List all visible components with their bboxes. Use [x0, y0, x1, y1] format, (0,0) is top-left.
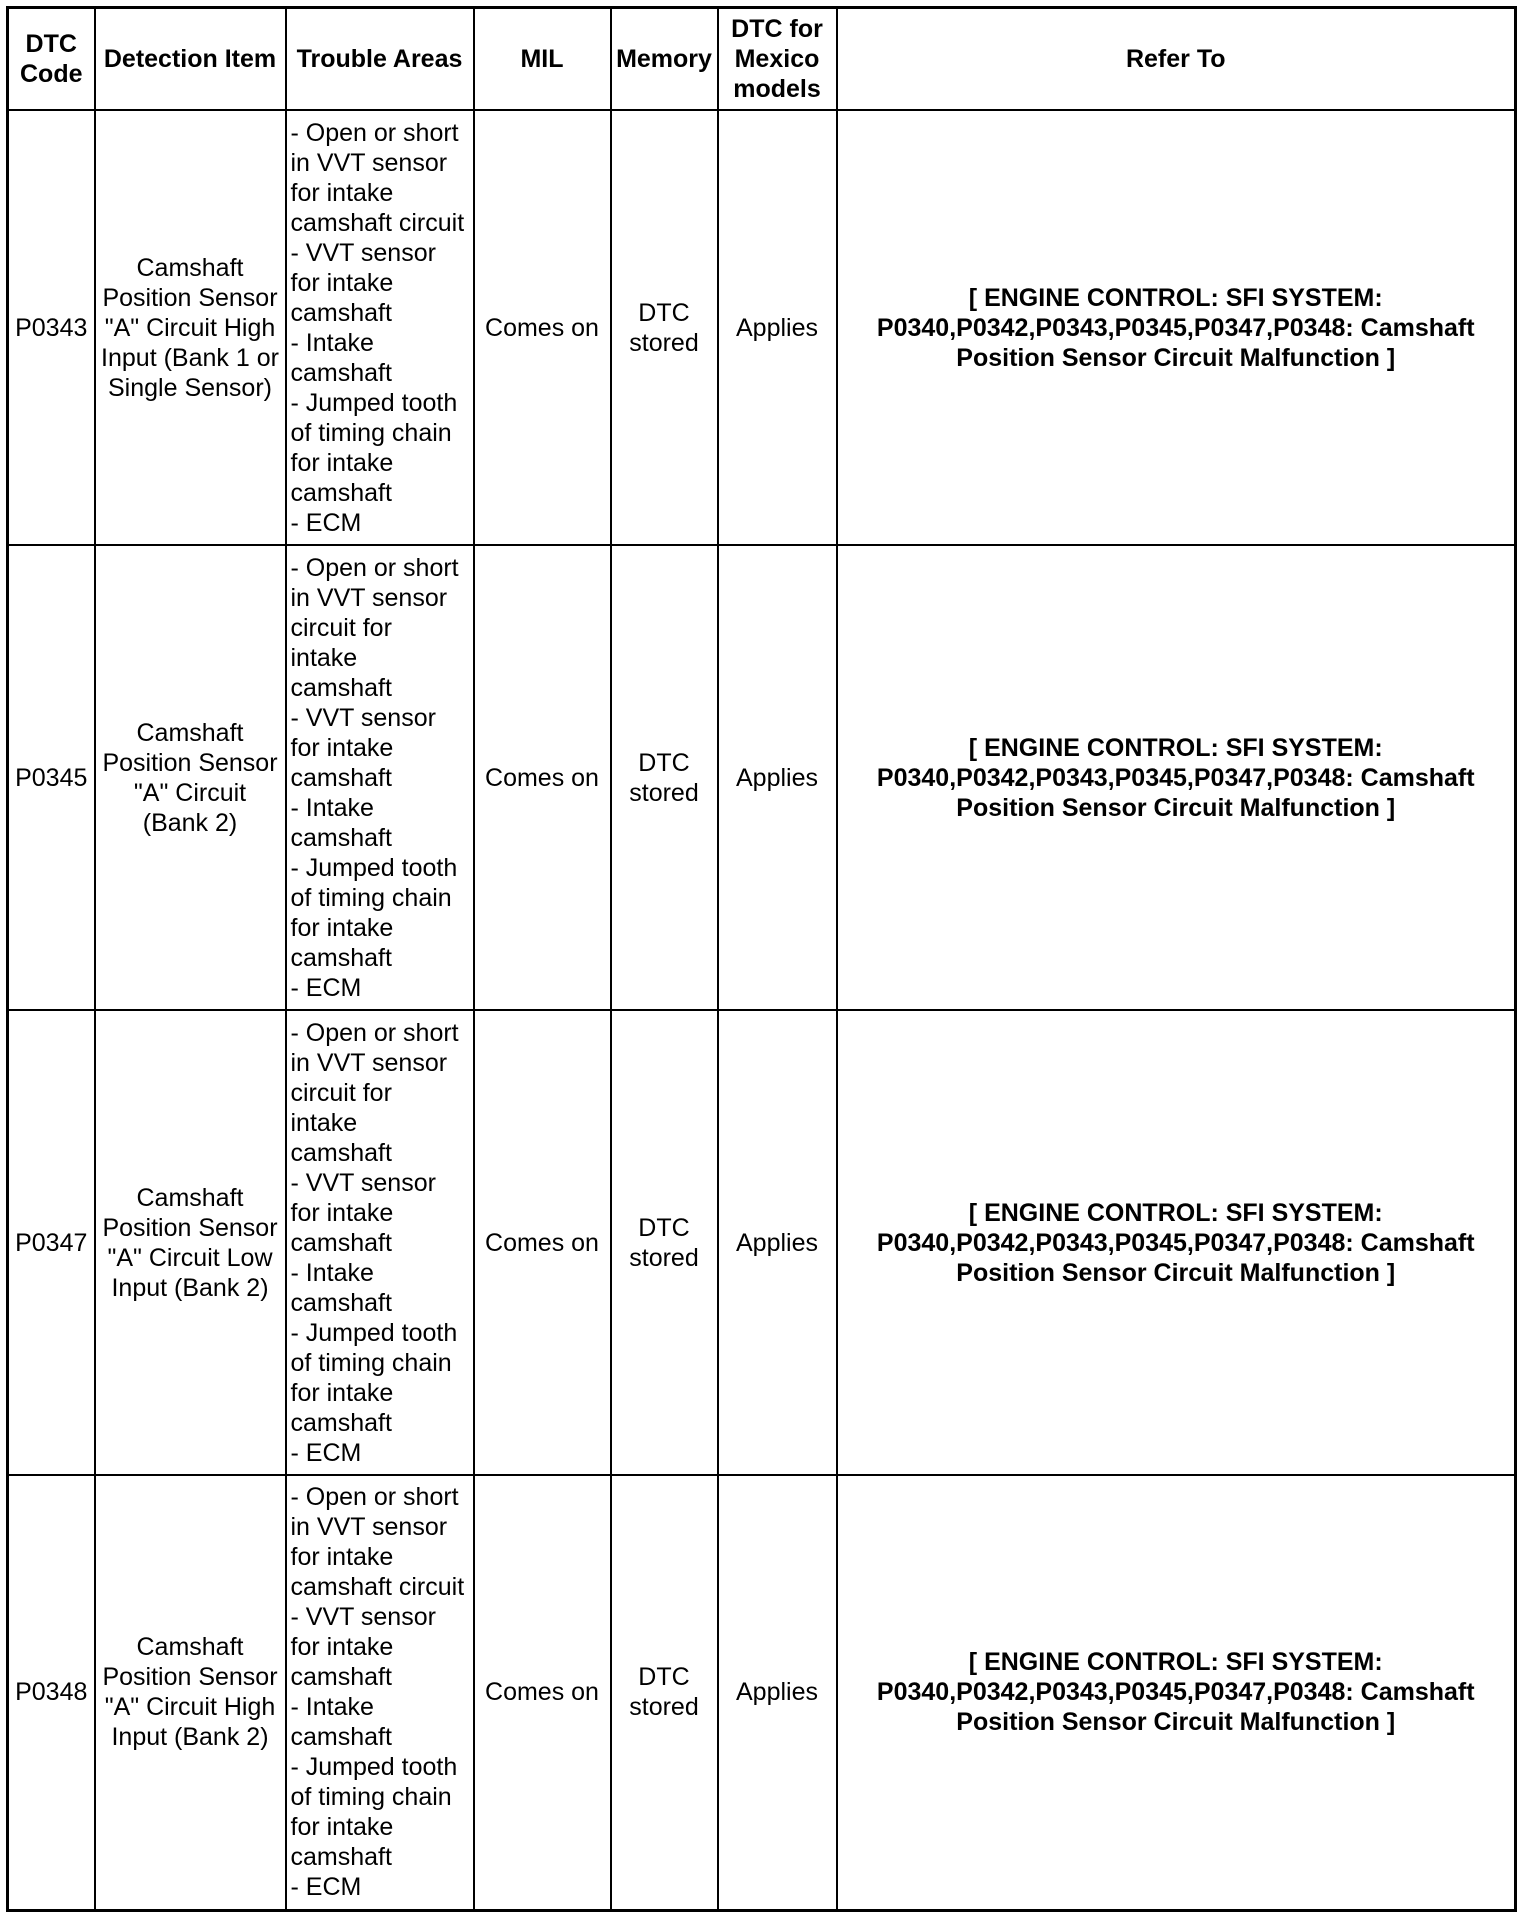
mexico-cell: Applies — [718, 1010, 837, 1475]
trouble-area-line: camshaft — [290, 358, 392, 387]
trouble-area-line: - Jumped tooth — [290, 1318, 458, 1347]
trouble-area-line: for intake — [290, 448, 394, 477]
refer-to-cell: [ ENGINE CONTROL: SFI SYSTEM: P0340,P0342,P0343,P0345,P0347,P0348: Camshaft Position Sensor Circuit Malfunction ] — [837, 110, 1516, 545]
detection-item-cell: Camshaft Position Sensor "A" Circuit High Input (Bank 2) — [95, 1475, 286, 1910]
trouble-area-line: in VVT sensor — [290, 1048, 448, 1077]
refer-to-cell: [ ENGINE CONTROL: SFI SYSTEM: P0340,P0342,P0343,P0345,P0347,P0348: Camshaft Position Sensor Circuit Malfunction ] — [837, 1010, 1516, 1475]
refer-to-cell: [ ENGINE CONTROL: SFI SYSTEM: P0340,P0342,P0343,P0345,P0347,P0348: Camshaft Position Sensor Circuit Malfunction ] — [837, 1475, 1516, 1910]
trouble-area-line: - Intake — [290, 1258, 374, 1287]
trouble-area-line: - Intake — [290, 793, 374, 822]
header-dtc-mexico: DTC for Mexico models — [718, 8, 837, 111]
trouble-area-line: in VVT sensor — [290, 148, 448, 177]
trouble-area-line: - VVT sensor — [290, 1168, 436, 1197]
trouble-area-line: - ECM — [290, 1438, 362, 1467]
trouble-area-line: - Open or short — [290, 1018, 459, 1047]
mil-cell: Comes on — [474, 1475, 611, 1910]
trouble-area-line: - Jumped tooth — [290, 1753, 458, 1782]
trouble-area-line: camshaft — [290, 478, 392, 507]
trouble-areas-cell — [286, 1475, 474, 1910]
header-detection-item: Detection Item — [95, 8, 286, 111]
trouble-area-line: for intake — [290, 1543, 394, 1572]
trouble-area-line: - ECM — [290, 508, 362, 537]
header-trouble-areas: Trouble Areas — [286, 8, 474, 111]
trouble-area-line: camshaft circuit — [290, 1573, 465, 1602]
trouble-area-line: of timing chain — [290, 418, 452, 447]
dtc-table — [6, 6, 1517, 1912]
trouble-area-line: for intake — [290, 1378, 394, 1407]
trouble-area-line: camshaft — [290, 298, 392, 327]
trouble-area-line: for intake — [290, 178, 394, 207]
memory-cell: DTC stored — [611, 1475, 718, 1910]
trouble-area-line: intake — [290, 643, 358, 672]
trouble-area-line: circuit for — [290, 613, 392, 642]
trouble-area-line: camshaft — [290, 1843, 392, 1872]
trouble-area-line: camshaft — [290, 763, 392, 792]
dtc-code-cell: P0345 — [8, 545, 95, 1010]
mil-cell: Comes on — [474, 1010, 611, 1475]
mexico-cell: Applies — [718, 545, 837, 1010]
trouble-area-line: - VVT sensor — [290, 1603, 436, 1632]
trouble-area-line: circuit for — [290, 1078, 392, 1107]
trouble-area-line: for intake — [290, 1198, 394, 1227]
dtc-code-cell: P0347 — [8, 1010, 95, 1475]
trouble-area-line: - Open or short — [290, 1483, 459, 1512]
trouble-area-line: - VVT sensor — [290, 703, 436, 732]
trouble-area-line: - Open or short — [290, 553, 459, 582]
trouble-area-line: for intake — [290, 1633, 394, 1662]
trouble-area-line: of timing chain — [290, 1348, 452, 1377]
header-mil: MIL — [474, 8, 611, 111]
trouble-area-line: camshaft — [290, 1663, 392, 1692]
trouble-area-line: for intake — [290, 1813, 394, 1842]
table-row — [8, 1010, 1516, 1475]
trouble-area-line: for intake — [290, 268, 394, 297]
dtc-code-cell: P0348 — [8, 1475, 95, 1910]
trouble-area-line: - Intake — [290, 1693, 374, 1722]
trouble-area-line: - Open or short — [290, 118, 459, 147]
trouble-area-line: for intake — [290, 913, 394, 942]
detection-item-cell: Camshaft Position Sensor "A" Circuit Low Input (Bank 2) — [95, 1010, 286, 1475]
refer-to-cell: [ ENGINE CONTROL: SFI SYSTEM: P0340,P0342,P0343,P0345,P0347,P0348: Camshaft Position Sensor Circuit Malfunction ] — [837, 545, 1516, 1010]
trouble-area-line: camshaft — [290, 1228, 392, 1257]
mexico-cell: Applies — [718, 1475, 837, 1910]
mil-cell: Comes on — [474, 110, 611, 545]
header-memory: Memory — [611, 8, 718, 111]
trouble-area-line: - VVT sensor — [290, 238, 436, 267]
trouble-areas-cell — [286, 545, 474, 1010]
header-refer-to: Refer To — [837, 8, 1516, 111]
mil-cell: Comes on — [474, 545, 611, 1010]
trouble-area-line: - Jumped tooth — [290, 388, 458, 417]
trouble-area-line: camshaft — [290, 943, 392, 972]
table-row — [8, 110, 1516, 545]
trouble-area-line: in VVT sensor — [290, 583, 448, 612]
mexico-cell: Applies — [718, 110, 837, 545]
trouble-area-line: camshaft circuit — [290, 208, 465, 237]
header-dtc-code: DTC Code — [8, 8, 95, 111]
trouble-area-line: camshaft — [290, 1138, 392, 1167]
dtc-code-cell: P0343 — [8, 110, 95, 545]
trouble-areas-cell — [286, 110, 474, 545]
memory-cell: DTC stored — [611, 110, 718, 545]
trouble-area-line: camshaft — [290, 673, 392, 702]
trouble-area-line: - ECM — [290, 973, 362, 1002]
trouble-area-line: of timing chain — [290, 1783, 452, 1812]
detection-item-cell: Camshaft Position Sensor "A" Circuit High Input (Bank 1 or Single Sensor) — [95, 110, 286, 545]
trouble-area-line: camshaft — [290, 1288, 392, 1317]
trouble-area-line: of timing chain — [290, 883, 452, 912]
memory-cell: DTC stored — [611, 545, 718, 1010]
trouble-area-line: camshaft — [290, 1723, 392, 1752]
header-row — [8, 8, 1516, 111]
table-row — [8, 545, 1516, 1010]
table-row — [8, 1475, 1516, 1910]
memory-cell: DTC stored — [611, 1010, 718, 1475]
trouble-area-line: in VVT sensor — [290, 1513, 448, 1542]
detection-item-cell: Camshaft Position Sensor "A" Circuit (Bank 2) — [95, 545, 286, 1010]
trouble-area-line: - Jumped tooth — [290, 853, 458, 882]
trouble-area-line: camshaft — [290, 1408, 392, 1437]
trouble-area-line: - Intake — [290, 328, 374, 357]
trouble-area-line: camshaft — [290, 823, 392, 852]
trouble-areas-cell — [286, 1010, 474, 1475]
trouble-area-line: for intake — [290, 733, 394, 762]
trouble-area-line: intake — [290, 1108, 358, 1137]
trouble-area-line: - ECM — [290, 1873, 362, 1902]
